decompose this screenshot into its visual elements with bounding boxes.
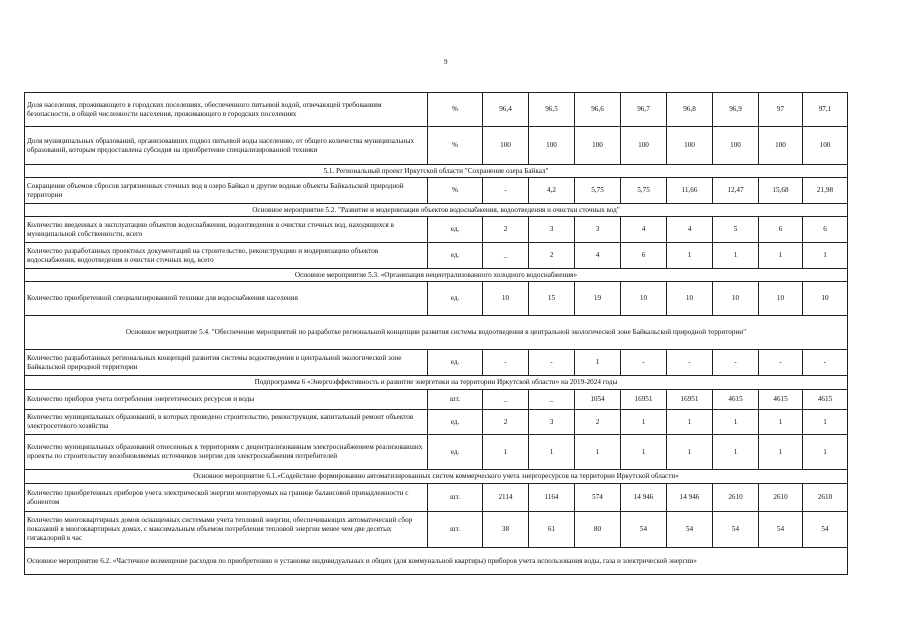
indicator-value: 4615 <box>803 390 848 410</box>
indicator-value: 2 <box>483 217 529 243</box>
indicator-value: 2114 <box>483 484 529 512</box>
table-row <box>25 243 848 269</box>
indicator-value: 100 <box>759 127 803 165</box>
indicator-name: Количество муниципальных образований, в которых проведено строительство, реконструкция, капитальный ремонт объектов электросетевого хозяйства <box>25 410 428 435</box>
indicator-value: 15,68 <box>759 178 803 204</box>
indicator-value: 21,98 <box>803 178 848 204</box>
indicator-value: 5,75 <box>575 178 621 204</box>
indicator-value: 97 <box>759 93 803 127</box>
indicator-value: 14 946 <box>621 484 667 512</box>
table-row <box>25 350 848 376</box>
indicator-value: 10 <box>759 282 803 316</box>
indicator-value: 96,5 <box>529 93 575 127</box>
indicator-value: 97,1 <box>803 93 848 127</box>
indicator-value: 1 <box>667 243 713 269</box>
indicator-value: 10 <box>803 282 848 316</box>
indicator-value: 54 <box>667 512 713 548</box>
indicator-value: 54 <box>621 512 667 548</box>
section-row <box>25 316 848 350</box>
table-row <box>25 410 848 435</box>
indicator-value: 100 <box>575 127 621 165</box>
indicator-value: 1 <box>621 410 667 435</box>
indicator-value: 96,6 <box>575 93 621 127</box>
indicator-value: 2 <box>575 410 621 435</box>
indicator-value: 4,2 <box>529 178 575 204</box>
indicator-value: 96,8 <box>667 93 713 127</box>
indicator-unit: шт. <box>428 484 483 512</box>
indicator-name: Количество муниципальных образований отнесенных к территориям с децентрализованным электроснабжением реализовавших проекты по строительству возобновляемых источников энергии для электроснабжения потребителей <box>25 435 428 470</box>
indicator-value: - <box>803 350 848 376</box>
indicator-value: 574 <box>575 484 621 512</box>
indicator-value: 1 <box>575 350 621 376</box>
section-heading: Основное мероприятие 6.1.«Содействие формированию автоматизированных систем коммерческого учета энергоресурсов на территории Иркутской области» <box>25 470 848 484</box>
indicator-value: - <box>759 350 803 376</box>
indicator-value: 19 <box>575 282 621 316</box>
indicator-value: 80 <box>575 512 621 548</box>
indicator-unit: ед. <box>428 282 483 316</box>
indicator-value: 100 <box>483 127 529 165</box>
indicator-name: Доля муниципальных образований, организовавших подвоз питьевой воды населению, от общего количества муниципальных образований, которым предоставлена субсидия на приобретение специализированной техники <box>25 127 428 165</box>
indicator-value: 2610 <box>713 484 759 512</box>
indicator-value: 2610 <box>803 484 848 512</box>
indicator-value: 1054 <box>575 390 621 410</box>
section-heading: Подпрограмма 6 «Энергоэффективность и развитие энергетики на территории Иркутской области» на 2019-2024 годы <box>25 376 848 390</box>
indicator-name: Сокращение объемов сбросов загрязненных сточных вод в озеро Байкал и другие водные объекты Байкальской природной территории <box>25 178 428 204</box>
indicator-value: 4 <box>667 217 713 243</box>
indicator-value: 14 946 <box>667 484 713 512</box>
section-heading: 5.1. Региональный проект Иркутской области "Сохранение озера Байкал" <box>25 165 848 178</box>
indicator-unit: ед. <box>428 435 483 470</box>
indicator-unit: шт. <box>428 390 483 410</box>
indicator-value: 96,7 <box>621 93 667 127</box>
indicator-value: 1 <box>759 410 803 435</box>
indicator-value: - <box>483 350 529 376</box>
indicator-name: Количество введенных в эксплуатацию объектов водоснабжения, водоотведения и очистки сточных вод, находящихся в муниципальной собственности, всего <box>25 217 428 243</box>
section-row <box>25 165 848 178</box>
indicator-value: 1 <box>621 435 667 470</box>
indicator-value: 1 <box>759 243 803 269</box>
indicator-value: - <box>713 350 759 376</box>
section-heading: Основное мероприятие 6.2. «Частичное возмещение расходов по приобретению и установке индивидуальных и общих (для коммунальной квартиры) приборов учета использования воды, газа и электрической энергии» <box>25 548 848 575</box>
indicator-name: Количество разработанных проектных документаций на строительство, реконструкцию и модернизацию объектов водоснабжения, водоотведения и очистки сточных вод, всего <box>25 243 428 269</box>
indicator-value: 1 <box>529 435 575 470</box>
indicator-name: Количество многоквартирных домов оснащенных системами учета тепловой энергии, обеспечивающих автоматический сбор показаний в многоквартирных домах, с максимальным объемом потребления тепловой энергии менее чем две десятых гигакалорий в час <box>25 512 428 548</box>
indicator-value: 4 <box>575 243 621 269</box>
section-heading: Основное мероприятие 5.4. "Обеспечение мероприятий по разработке региональной концепции развития системы водоотведения в центральной экологической зоне Байкальской природной территории" <box>25 316 848 350</box>
indicator-value: 100 <box>803 127 848 165</box>
indicator-value: 10 <box>483 282 529 316</box>
indicator-name: Количество приборов учета потребления энергетических ресурсов и воды <box>25 390 428 410</box>
indicator-value: 3 <box>529 217 575 243</box>
table-row <box>25 93 848 127</box>
indicator-unit: ед. <box>428 217 483 243</box>
indicator-value: 3 <box>575 217 621 243</box>
indicator-value: - <box>667 350 713 376</box>
table-row <box>25 512 848 548</box>
indicator-value: 2610 <box>759 484 803 512</box>
table-row <box>25 282 848 316</box>
indicator-value: _ <box>483 243 529 269</box>
table-row <box>25 390 848 410</box>
indicator-value: 6 <box>621 243 667 269</box>
indicator-value: 1 <box>713 410 759 435</box>
indicator-value: _ <box>529 390 575 410</box>
indicator-unit: % <box>428 178 483 204</box>
indicator-value: - <box>621 350 667 376</box>
indicator-value: 2 <box>483 410 529 435</box>
indicator-value: 16951 <box>621 390 667 410</box>
indicator-name: Количество приобретенной специализированной техники для водоснабжения населения <box>25 282 428 316</box>
indicator-value: 4615 <box>713 390 759 410</box>
indicator-unit: ед. <box>428 410 483 435</box>
indicator-value: 100 <box>713 127 759 165</box>
indicator-value: 96,9 <box>713 93 759 127</box>
indicator-value: 11,66 <box>667 178 713 204</box>
indicator-value: 12,47 <box>713 178 759 204</box>
indicator-value: 10 <box>621 282 667 316</box>
indicator-value: 1 <box>803 410 848 435</box>
indicator-value: 1 <box>667 435 713 470</box>
indicator-unit: ед. <box>428 243 483 269</box>
section-row <box>25 269 848 282</box>
indicator-value: 100 <box>529 127 575 165</box>
indicator-value: 4615 <box>759 390 803 410</box>
table-row <box>25 484 848 512</box>
table-row <box>25 178 848 204</box>
indicator-value: 4 <box>621 217 667 243</box>
indicator-value: 6 <box>759 217 803 243</box>
indicator-value: 1 <box>667 410 713 435</box>
table-row <box>25 217 848 243</box>
indicator-value: 1 <box>759 435 803 470</box>
indicator-value: 54 <box>759 512 803 548</box>
indicator-value: 1 <box>575 435 621 470</box>
indicator-value: 5 <box>713 217 759 243</box>
indicator-value: 10 <box>667 282 713 316</box>
indicator-value: 1164 <box>529 484 575 512</box>
indicator-value: 16951 <box>667 390 713 410</box>
table-body <box>25 93 848 575</box>
indicator-value: 61 <box>529 512 575 548</box>
indicator-value: 1 <box>713 435 759 470</box>
indicator-name: Количество разработанных региональных концепций развития системы водоотведения в центральной экологической зоне Байкальской природной территории <box>25 350 428 376</box>
indicator-value: _ <box>483 390 529 410</box>
section-row <box>25 548 848 575</box>
page-number: 9 <box>444 58 448 66</box>
indicator-value: 100 <box>621 127 667 165</box>
indicator-value: 6 <box>803 217 848 243</box>
indicator-value: 1 <box>713 243 759 269</box>
indicator-unit: шт. <box>428 512 483 548</box>
indicators-table <box>24 92 848 575</box>
indicator-value: 1 <box>803 243 848 269</box>
indicator-value: - <box>483 178 529 204</box>
indicator-value: 100 <box>667 127 713 165</box>
indicator-value: 3 <box>529 410 575 435</box>
indicator-value: 10 <box>713 282 759 316</box>
indicator-value: 1 <box>803 435 848 470</box>
indicator-value: 54 <box>713 512 759 548</box>
indicator-value: 38 <box>483 512 529 548</box>
section-heading: Основное мероприятие 5.3. «Организация нецентрализованного холодного водоснабжения» <box>25 269 848 282</box>
table-row <box>25 127 848 165</box>
indicator-value: - <box>529 350 575 376</box>
indicator-unit: ед. <box>428 350 483 376</box>
indicator-value: 5,75 <box>621 178 667 204</box>
indicator-value: 96,4 <box>483 93 529 127</box>
indicator-value: 54 <box>803 512 848 548</box>
indicator-unit: % <box>428 127 483 165</box>
section-row <box>25 376 848 390</box>
section-row <box>25 470 848 484</box>
section-row <box>25 204 848 217</box>
indicator-unit: % <box>428 93 483 127</box>
section-heading: Основное мероприятие 5.2. "Развитие и модернизация объектов водоснабжения, водоотведения и очистки сточных вод" <box>25 204 848 217</box>
indicator-name: Количество приобретенных приборов учета электрической энергии монтируемых на границе балансовой принадлежности с абонентом <box>25 484 428 512</box>
table-row <box>25 435 848 470</box>
indicator-value: 15 <box>529 282 575 316</box>
indicator-name: Доля населения, проживающего в городских поселениях, обеспеченного питьевой водой, отвечающей требованиям безопасности, в общей численности населения, проживающего в городских поселениях <box>25 93 428 127</box>
indicator-value: 1 <box>483 435 529 470</box>
indicator-value: 2 <box>529 243 575 269</box>
